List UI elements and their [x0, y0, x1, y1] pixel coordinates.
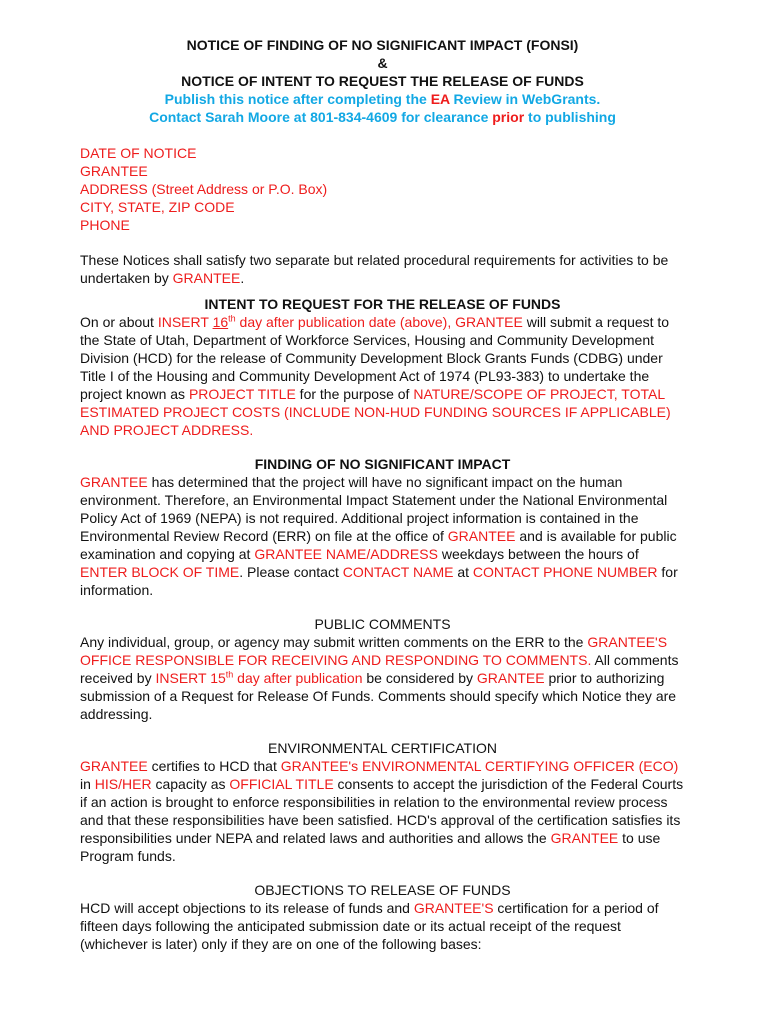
intent-heading: INTENT TO REQUEST FOR THE RELEASE OF FUNDS: [204, 296, 561, 312]
contact-instruction: Contact Sarah Moore at 801-834-4609 for clearance prior to publishing: [149, 109, 616, 125]
objections-section: [80, 881, 685, 953]
comments-paragraph: Any individual, group, or agency may submit written comments on the ERR to the GRANTEE'S OFFICE RESPONSIBLE FOR RECEIVING AND RESPONDING TO COMMENTS. All comments received by INSERT 15th day after publication be considered by GRANTEE prior to authorizing submission of a Request for Release Of Funds. Comments should specify which Notice they are addressing.: [80, 634, 679, 722]
fonsi-heading: FINDING OF NO SIGNIFICANT IMPACT: [254, 456, 511, 472]
grantee-city: CITY, STATE, ZIP CODE: [80, 199, 235, 215]
title-fonsi: NOTICE OF FINDING OF NO SIGNIFICANT IMPACT (FONSI): [186, 37, 579, 53]
grantee-phone: PHONE: [80, 217, 130, 233]
grantee-name: GRANTEE: [80, 163, 148, 179]
prior-highlight: prior: [492, 109, 525, 125]
date-of-notice: DATE OF NOTICE: [80, 145, 197, 161]
certification-heading: ENVIRONMENTAL CERTIFICATION: [268, 740, 497, 756]
document-body: [80, 36, 685, 953]
certification-paragraph: GRANTEE certifies to HCD that GRANTEE's ENVIRONMENTAL CERTIFYING OFFICER (ECO) in HIS/HER capacity as OFFICIAL TITLE consents to accept the jurisdiction of the Federal Courts if an action is brought to enforce responsibilities in relation to the environmental review process and that these responsibilities have been satisfied. HCD's approval of the certification satisfies its responsibilities under NEPA and related laws and authorities and allows the GRANTEE to use Program funds.: [80, 758, 684, 864]
publish-instruction: Publish this notice after completing the EA Review in WebGrants.: [164, 91, 601, 107]
ea-highlight: EA: [430, 91, 450, 107]
grantee-address: ADDRESS (Street Address or P.O. Box): [80, 181, 328, 197]
intent-section: [80, 295, 685, 439]
comments-section: [80, 615, 685, 723]
certification-section: [80, 739, 685, 865]
address-block: [80, 144, 685, 234]
notice-header: [80, 36, 685, 126]
comments-heading: PUBLIC COMMENTS: [314, 616, 451, 632]
fonsi-section: [80, 455, 685, 599]
fonsi-paragraph: GRANTEE has determined that the project will have no significant impact on the human environment. Therefore, an Environmental Impact Statement under the National Environmental Policy Act of 1969 (NEPA) is not required. Additional project information is contained in the Environmental Review Record (ERR) on file at the office of GRANTEE and is available for public examination and copying at GRANTEE NAME/ADDRESS weekdays between the hours of ENTER BLOCK OF TIME. Please contact CONTACT NAME at CONTACT PHONE NUMBER for information.: [80, 474, 678, 598]
objections-heading: OBJECTIONS TO RELEASE OF FUNDS: [254, 882, 511, 898]
intro-paragraph: These Notices shall satisfy two separate but related procedural requirements for activities to be undertaken by GRANTEE.: [80, 252, 669, 286]
title-ampersand: &: [377, 55, 388, 71]
title-intent: NOTICE OF INTENT TO REQUEST THE RELEASE OF FUNDS: [181, 73, 584, 89]
intent-paragraph: On or about INSERT 16th day after publication date (above), GRANTEE will submit a request to the State of Utah, Department of Workforce Services, Housing and Community Development Division (HCD) for the release of Community Development Block Grants Funds (CDBG) under Title I of the Housing and Community Development Act of 1974 (PL93-383) to undertake the project known as PROJECT TITLE for the purpose of NATURE/SCOPE OF PROJECT, TOTAL ESTIMATED PROJECT COSTS (INCLUDE NON-HUD FUNDING SOURCES IF APPLICABLE) AND PROJECT ADDRESS.: [80, 313, 671, 438]
objections-paragraph: HCD will accept objections to its release of funds and GRANTEE'S certification for a period of fifteen days following the anticipated submission date or its actual receipt of the request (whichever is later) only if they are on one of the following bases:: [80, 900, 659, 952]
